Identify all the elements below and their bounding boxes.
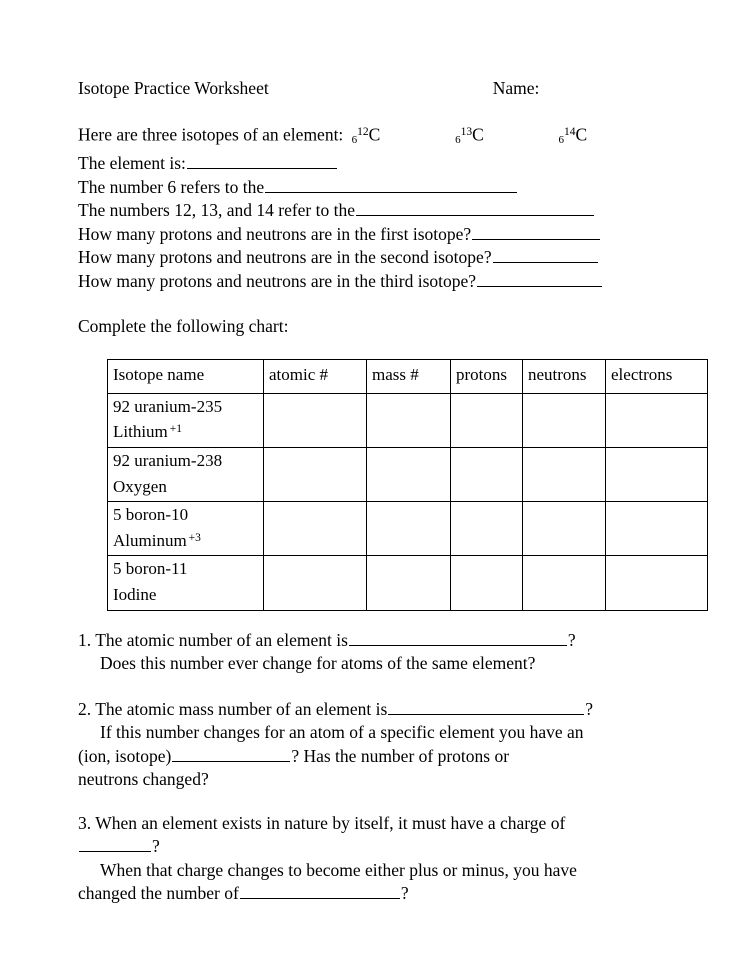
question-number-six-text: The number 6 refers to the xyxy=(78,176,265,197)
isotope-notation-2 xyxy=(455,121,484,152)
document-body xyxy=(78,78,678,906)
name-label: Name: xyxy=(492,78,540,98)
question-3-followup-b xyxy=(78,882,678,906)
answer-blank-number-six[interactable] xyxy=(265,178,517,193)
isotope-1-mass-number: 12 xyxy=(357,126,369,138)
table-row xyxy=(108,502,708,556)
question-element-is-text: The element is: xyxy=(78,153,186,174)
document-header xyxy=(78,78,678,99)
question-numbers-12-13-14-text: The numbers 12, 13, and 14 refer to the xyxy=(78,200,356,221)
question-2-followup-b-text: ? Has the number of protons or xyxy=(291,745,510,766)
answer-blank-element-is[interactable] xyxy=(187,154,337,169)
isotope-3-symbol: C xyxy=(575,124,588,145)
question-1-text: The atomic number of an element is xyxy=(95,629,348,650)
isotope-name-line-1: 92 uranium-235 xyxy=(113,396,223,416)
question-3-followup-a xyxy=(78,859,678,883)
cell-mass-number[interactable] xyxy=(367,556,451,610)
question-3-followup-a-text: When that charge changes to become either plus or minus, you have xyxy=(100,859,577,880)
question-element-is xyxy=(78,152,678,176)
cell-isotope-name xyxy=(108,502,264,556)
cell-atomic-number[interactable] xyxy=(264,502,367,556)
cell-atomic-number[interactable] xyxy=(264,448,367,502)
isotope-1-atomic-number: 6 xyxy=(351,133,358,146)
isotope-2-mass-number: 13 xyxy=(460,126,473,138)
isotope-name-line-2 xyxy=(113,527,263,553)
cell-atomic-number[interactable] xyxy=(264,556,367,610)
element-name: Iodine xyxy=(113,585,157,605)
cell-mass-number[interactable] xyxy=(367,393,451,447)
isotope-name-line-2 xyxy=(113,418,263,444)
cell-neutrons[interactable] xyxy=(523,502,606,556)
cell-neutrons[interactable] xyxy=(523,448,606,502)
isotope-notation-1 xyxy=(352,121,381,152)
element-name: Lithium xyxy=(113,422,168,442)
page-title: Isotope Practice Worksheet xyxy=(78,78,269,98)
question-3-followup-b-label: changed the number of xyxy=(78,883,239,904)
isotope-1-symbol: C xyxy=(368,124,381,145)
table-row xyxy=(108,448,708,502)
question-2-followup-a-text: If this number changes for an atom of a specific element you have an xyxy=(100,722,584,743)
answer-blank-third-isotope[interactable] xyxy=(477,272,602,287)
question-1-number: 1. xyxy=(78,629,92,650)
question-2-text: The atomic mass number of an element is xyxy=(95,698,388,719)
column-header-mass-number: mass # xyxy=(367,359,451,393)
question-1 xyxy=(78,629,678,653)
question-numbers-12-13-14 xyxy=(78,199,678,223)
cell-isotope-name xyxy=(108,448,264,502)
isotope-3-atomic-number: 6 xyxy=(558,133,565,146)
answer-blank-question-2[interactable] xyxy=(388,699,584,714)
cell-electrons[interactable] xyxy=(606,502,708,556)
cell-electrons[interactable] xyxy=(606,448,708,502)
answer-blank-first-isotope[interactable] xyxy=(472,225,600,240)
isotope-name-line-1: 92 uranium-238 xyxy=(113,451,223,471)
isotope-2-atomic-number: 6 xyxy=(455,133,461,146)
cell-mass-number[interactable] xyxy=(367,448,451,502)
question-1-mark: ? xyxy=(567,629,576,650)
intro-lead: Here are three isotopes of an element: xyxy=(78,124,344,145)
cell-electrons[interactable] xyxy=(606,393,708,447)
question-first-isotope-text: How many protons and neutrons are in the first isotope? xyxy=(78,223,472,244)
isotope-name-line-1: 5 boron-10 xyxy=(113,505,189,525)
question-2-number: 2. xyxy=(78,698,92,719)
cell-protons[interactable] xyxy=(451,556,523,610)
question-2-mark: ? xyxy=(585,698,594,719)
column-header-protons: protons xyxy=(451,359,523,393)
cell-mass-number[interactable] xyxy=(367,502,451,556)
element-charge: +3 xyxy=(188,531,201,544)
isotope-2-symbol: C xyxy=(472,124,484,145)
isotope-name-line-2 xyxy=(113,473,263,499)
column-header-electrons: electrons xyxy=(606,359,708,393)
table-row xyxy=(108,556,708,610)
question-3-followup-b-mark: ? xyxy=(400,883,409,904)
column-header-isotope-name: Isotope name xyxy=(108,359,264,393)
cell-isotope-name xyxy=(108,393,264,447)
question-2-followup-c: neutrons changed? xyxy=(78,769,209,790)
question-3-number: 3. xyxy=(78,812,92,833)
table-row xyxy=(108,393,708,447)
column-header-neutrons: neutrons xyxy=(523,359,606,393)
isotope-3-mass-number: 14 xyxy=(564,126,576,138)
isotope-notation-3 xyxy=(559,121,588,152)
question-third-isotope-text: How many protons and neutrons are in the third isotope? xyxy=(78,270,477,291)
question-3 xyxy=(78,812,678,836)
element-charge: +1 xyxy=(169,423,183,436)
answer-blank-numbers-12-13-14[interactable] xyxy=(356,201,594,216)
question-second-isotope-text: How many protons and neutrons are in the second isotope? xyxy=(78,247,492,268)
question-2 xyxy=(78,698,678,722)
cell-atomic-number[interactable] xyxy=(264,393,367,447)
isotope-chart-table xyxy=(107,359,708,611)
element-name: Aluminum xyxy=(113,530,187,550)
cell-electrons[interactable] xyxy=(606,556,708,610)
cell-neutrons[interactable] xyxy=(523,393,606,447)
answer-blank-changed-number[interactable] xyxy=(240,884,400,899)
column-header-atomic-number: atomic # xyxy=(264,359,367,393)
element-name: Oxygen xyxy=(113,476,167,496)
question-third-isotope xyxy=(78,270,678,294)
question-2-followup-b xyxy=(78,745,678,769)
question-3-blank-line xyxy=(78,835,678,859)
chart-instruction: Complete the following chart: xyxy=(78,316,289,337)
question-2-ion-isotope-label: (ion, isotope) xyxy=(78,745,172,766)
cell-isotope-name xyxy=(108,556,264,610)
answer-blank-question-1[interactable] xyxy=(349,630,567,645)
cell-neutrons[interactable] xyxy=(523,556,606,610)
question-number-six xyxy=(78,176,678,200)
answer-blank-charge[interactable] xyxy=(79,837,151,852)
question-3-mark: ? xyxy=(152,836,160,857)
question-1-followup xyxy=(78,652,678,676)
answer-blank-second-isotope[interactable] xyxy=(493,248,598,263)
question-first-isotope xyxy=(78,223,678,247)
intro-line xyxy=(78,121,678,152)
question-1-followup-text: Does this number ever change for atoms of the same element? xyxy=(100,653,536,674)
cell-protons[interactable] xyxy=(451,502,523,556)
question-2-followup-a xyxy=(78,721,678,745)
cell-protons[interactable] xyxy=(451,393,523,447)
cell-protons[interactable] xyxy=(451,448,523,502)
isotope-name-line-2 xyxy=(113,581,263,607)
answer-blank-ion-isotope[interactable] xyxy=(172,746,290,761)
table-header-row xyxy=(108,359,708,393)
question-second-isotope xyxy=(78,246,678,270)
question-3-text: When an element exists in nature by itself, it must have a charge of xyxy=(95,812,566,833)
isotope-name-line-1: 5 boron-11 xyxy=(113,559,188,579)
